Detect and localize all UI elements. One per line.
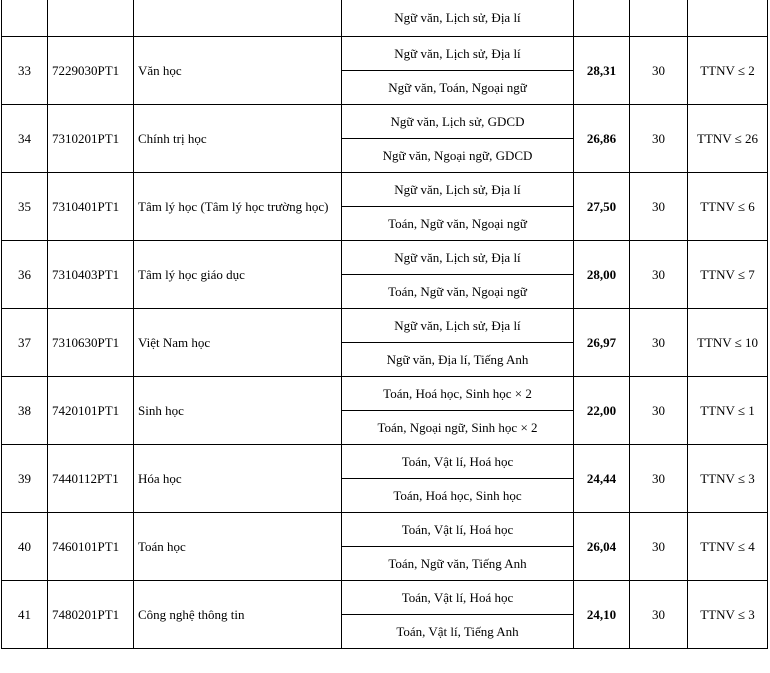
table-row xyxy=(2,173,768,207)
major-code-cell: 7310630PT1 xyxy=(48,309,134,377)
score-cell: 24,10 xyxy=(574,581,630,649)
score-cell: 26,86 xyxy=(574,105,630,173)
combination-cell: Toán, Vật lí, Hoá học xyxy=(342,581,574,615)
ttnv-cell: TTNV ≤ 7 xyxy=(688,241,768,309)
table-row-continued xyxy=(2,0,768,37)
major-name-cell: Tâm lý học (Tâm lý học trường học) xyxy=(134,173,342,241)
score-cell: 24,44 xyxy=(574,445,630,513)
major-name-cell: Hóa học xyxy=(134,445,342,513)
stt-cell: 38 xyxy=(2,377,48,445)
quota-cell xyxy=(630,0,688,37)
major-code-cell: 7420101PT1 xyxy=(48,377,134,445)
quota-cell: 30 xyxy=(630,377,688,445)
stt-cell: 35 xyxy=(2,173,48,241)
combination-cell: Toán, Vật lí, Hoá học xyxy=(342,513,574,547)
major-code-cell: 7310201PT1 xyxy=(48,105,134,173)
combination-cell: Toán, Ngữ văn, Tiếng Anh xyxy=(342,547,574,581)
major-name-cell: Chính trị học xyxy=(134,105,342,173)
combination-cell: Toán, Ngữ văn, Ngoại ngữ xyxy=(342,275,574,309)
major-code-cell xyxy=(48,0,134,37)
stt-cell: 41 xyxy=(2,581,48,649)
score-cell: 28,31 xyxy=(574,37,630,105)
combination-cell: Ngữ văn, Ngoại ngữ, GDCD xyxy=(342,139,574,173)
combination-cell: Toán, Hoá học, Sinh học × 2 xyxy=(342,377,574,411)
score-cell: 26,97 xyxy=(574,309,630,377)
stt-cell xyxy=(2,0,48,37)
table-row xyxy=(2,37,768,71)
score-cell: 27,50 xyxy=(574,173,630,241)
major-name-cell: Công nghệ thông tin xyxy=(134,581,342,649)
stt-cell: 40 xyxy=(2,513,48,581)
ttnv-cell: TTNV ≤ 10 xyxy=(688,309,768,377)
combination-cell: Ngữ văn, Lịch sử, GDCD xyxy=(342,105,574,139)
table-row xyxy=(2,377,768,411)
major-code-cell: 7310403PT1 xyxy=(48,241,134,309)
major-name-cell: Việt Nam học xyxy=(134,309,342,377)
table-row xyxy=(2,581,768,615)
quota-cell: 30 xyxy=(630,309,688,377)
score-cell xyxy=(574,0,630,37)
stt-cell: 36 xyxy=(2,241,48,309)
ttnv-cell xyxy=(688,0,768,37)
table-row xyxy=(2,513,768,547)
combination-cell: Ngữ văn, Lịch sử, Địa lí xyxy=(342,309,574,343)
quota-cell: 30 xyxy=(630,581,688,649)
ttnv-cell: TTNV ≤ 2 xyxy=(688,37,768,105)
major-name-cell: Toán học xyxy=(134,513,342,581)
quota-cell: 30 xyxy=(630,37,688,105)
ttnv-cell: TTNV ≤ 3 xyxy=(688,581,768,649)
combination-cell: Ngữ văn, Toán, Ngoại ngữ xyxy=(342,71,574,105)
quota-cell: 30 xyxy=(630,173,688,241)
quota-cell: 30 xyxy=(630,105,688,173)
major-name-cell: Tâm lý học giáo dục xyxy=(134,241,342,309)
ttnv-cell: TTNV ≤ 1 xyxy=(688,377,768,445)
major-code-cell: 7440112PT1 xyxy=(48,445,134,513)
quota-cell: 30 xyxy=(630,513,688,581)
combination-cell: Toán, Ngữ văn, Ngoại ngữ xyxy=(342,207,574,241)
combination-cell: Ngữ văn, Lịch sử, Địa lí xyxy=(342,0,574,37)
stt-cell: 39 xyxy=(2,445,48,513)
ttnv-cell: TTNV ≤ 4 xyxy=(688,513,768,581)
combination-cell: Toán, Hoá học, Sinh học xyxy=(342,479,574,513)
major-code-cell: 7310401PT1 xyxy=(48,173,134,241)
combination-cell: Toán, Vật lí, Tiếng Anh xyxy=(342,615,574,649)
stt-cell: 34 xyxy=(2,105,48,173)
combination-cell: Ngữ văn, Địa lí, Tiếng Anh xyxy=(342,343,574,377)
major-code-cell: 7460101PT1 xyxy=(48,513,134,581)
combination-cell: Toán, Vật lí, Hoá học xyxy=(342,445,574,479)
score-cell: 22,00 xyxy=(574,377,630,445)
score-cell: 26,04 xyxy=(574,513,630,581)
combination-cell: Ngữ văn, Lịch sử, Địa lí xyxy=(342,173,574,207)
table-row xyxy=(2,309,768,343)
ttnv-cell: TTNV ≤ 6 xyxy=(688,173,768,241)
score-cell: 28,00 xyxy=(574,241,630,309)
table-row xyxy=(2,445,768,479)
stt-cell: 33 xyxy=(2,37,48,105)
combination-cell: Toán, Ngoại ngữ, Sinh học × 2 xyxy=(342,411,574,445)
major-code-cell: 7480201PT1 xyxy=(48,581,134,649)
stt-cell: 37 xyxy=(2,309,48,377)
major-name-cell xyxy=(134,0,342,37)
major-name-cell: Văn học xyxy=(134,37,342,105)
major-name-cell: Sinh học xyxy=(134,377,342,445)
quota-cell: 30 xyxy=(630,241,688,309)
admission-score-table xyxy=(1,0,768,649)
ttnv-cell: TTNV ≤ 26 xyxy=(688,105,768,173)
major-code-cell: 7229030PT1 xyxy=(48,37,134,105)
ttnv-cell: TTNV ≤ 3 xyxy=(688,445,768,513)
quota-cell: 30 xyxy=(630,445,688,513)
table-row xyxy=(2,105,768,139)
table-row xyxy=(2,241,768,275)
combination-cell: Ngữ văn, Lịch sử, Địa lí xyxy=(342,241,574,275)
combination-cell: Ngữ văn, Lịch sử, Địa lí xyxy=(342,37,574,71)
